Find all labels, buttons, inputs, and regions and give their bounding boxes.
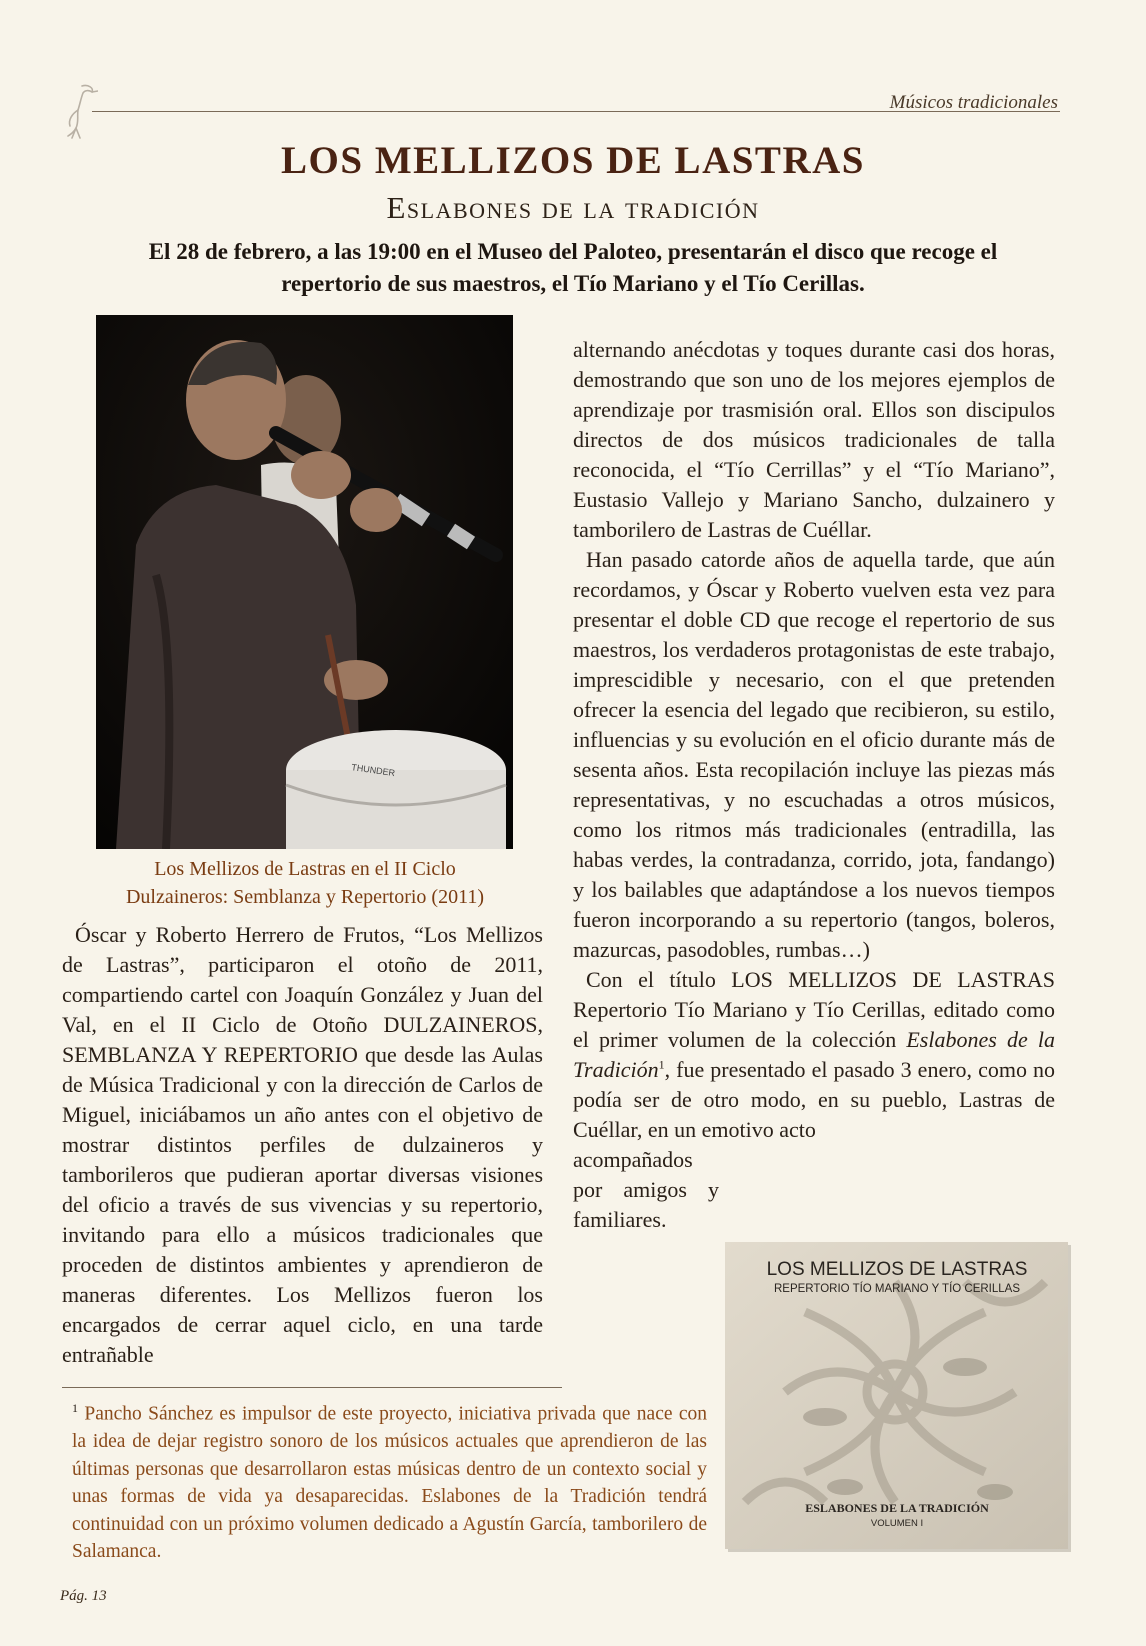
footnote-marker: 1: [72, 1401, 78, 1415]
photo-caption: [80, 855, 530, 911]
article-title: LOS MELLIZOS DE LASTRAS: [281, 139, 865, 182]
paragraph-3-end: , fue presentado el pasado 3 enero, como no podía ser de otro modo, en su pueblo, Lastras de Cuéllar, en un emotivo acto: [573, 1057, 1055, 1142]
cd-volume: VOLUMEN I: [870, 1518, 924, 1529]
cd-cover: [725, 1242, 1071, 1552]
footnote-reference: 1: [658, 1057, 665, 1072]
footnote-text: Pancho Sánchez es impulsor de este proyecto, iniciativa privada que nace con la idea de dejar registro sonoro de los músicos actuales que aprendieron de las últimas personas que desarrollaron estas músicas dentro de un contexto social y unas formas de vida ya desaparecidas. Eslabones de la Tradición tendrá continuidad con un próximo volumen dedicado a Agustín García, tamborilero de Salamanca.: [72, 1403, 708, 1562]
body-column-left: [62, 920, 543, 1370]
body-paragraph-3: [573, 965, 1055, 1145]
heron-icon: [58, 80, 98, 140]
body-paragraph-1-continued: alternando anécdotas y toques durante casi dos horas, demostrando que son uno de los mejores ejemplos de aprendizaje por trasmisión oral. Ellos son discipulos directos de dos músicos tradicionales de talla reconocida, el “Tío Cerrillas” y el “Tío Mariano”, Eustasio Vallejo y Mariano Sancho, dulzainero y tamborilero de Lastras de Cuéllar.: [573, 337, 1055, 542]
body-column-right: [573, 335, 1055, 1235]
page-number: Pág. 13: [60, 1588, 107, 1604]
footnote-rule: [62, 1387, 562, 1388]
caption-line-2: Dulzaineros: Semblanza y Repertorio (2011): [125, 886, 485, 908]
section-label: Músicos tradicionales: [889, 92, 1058, 113]
caption-line-1: Los Mellizos de Lastras en el II Ciclo: [154, 858, 456, 880]
paragraph-3-tail: acompañados por amigos y familiares.: [573, 1147, 719, 1232]
cd-subtitle: REPERTORIO TÍO MARIANO Y TÍO CERILLAS: [773, 1283, 1021, 1295]
collection-name: Eslabones de la Tradición: [573, 1027, 1055, 1082]
body-paragraph-1: Óscar y Roberto Herrero de Frutos, “Los Mellizos de Lastras”, participaron el otoño de 2011, compartiendo cartel con Joaquín González y Juan del Val, en el II Ciclo de Otoño DULZAINEROS, SEMBLANZA Y REPERTORIO que desde las Aulas de Música Tradicional y con la dirección de Carlos de Miguel, iniciábamos un año antes con el objetivo de mostrar distintos perfiles de dulzaineros y tamborileros que pudieran aportar diversas visiones del oficio a través de sus vivencias y su repertorio, invitando para ello a músicos tradicionales que proceden de distintos ambientes y aprendieron de maneras diferentes. Los Mellizos fueron los encargados de cerrar aquel ciclo, en una tarde entrañable: [62, 922, 543, 1367]
paragraph-3-start: Con el título LOS MELLIZOS DE LASTRAS Repertorio Tío Mariano y Tío Cerillas, editado como el primer volumen de la colección: [573, 967, 1055, 1052]
article-subtitle: Eslabones de la tradición: [386, 190, 760, 225]
body-paragraph-2: Han pasado catorde años de aquella tarde, que aún recordamos, y Óscar y Roberto vuelven esta vez para presentar el doble CD que recoge el repertorio de sus maestros, los verdaderos protagonistas de este trabajo, imprescidible y necesario, con el que pretenden ofrecer la esencia del legado que recibieron, su estilo, influencias y su evolución en el oficio durante más de sesenta años. Esta recopilación incluye las piezas más representativas, y no escuchadas a otros músicos, como los ritmos más tradicionales (entradilla, las habas verdes, la contradanza, corrido, jota, fandango) y los bailables que adaptándose a los nuevos tiempos fueron incorporando a su repertorio (tangos, boleros, mazurcas, pasodobles, rumbas…): [573, 547, 1055, 962]
musicians-photo: [96, 315, 513, 849]
cd-series: ESLABONES DE LA TRADICIÓN: [805, 1501, 989, 1515]
cd-title: LOS MELLIZOS DE LASTRAS: [766, 1259, 1028, 1280]
drum-brand-label: THUNDER: [350, 762, 396, 779]
footnote: [72, 1395, 707, 1566]
article-lead: El 28 de febrero, a las 19:00 en el Museo del Paloteo, presentarán el disco que recoge el repertorio de sus maestros, el Tío Mariano y el Tío Cerillas.: [148, 239, 998, 296]
